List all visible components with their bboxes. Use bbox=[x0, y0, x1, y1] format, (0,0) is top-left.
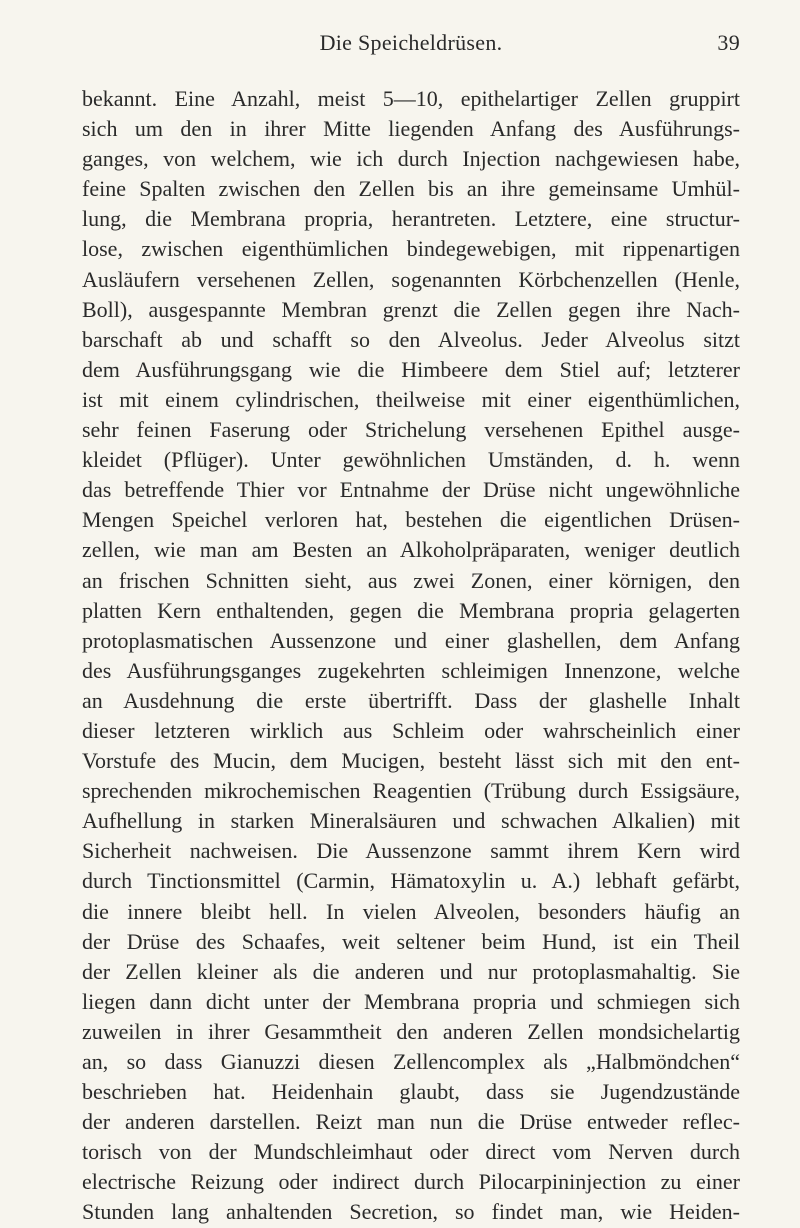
text-line: Sicherheit nachweisen. Die Aussenzone sammt ihrem Kern wird bbox=[82, 838, 740, 864]
text-line: protoplasmatischen Aussenzone und einer glashellen, dem Anfang bbox=[82, 627, 740, 653]
text-line: ist mit einem cylindrischen, theilweise mit einer eigenthümlichen, bbox=[82, 386, 740, 412]
text-line: dem Ausführungsgang wie die Himbeere dem Stiel auf; letzterer bbox=[82, 356, 740, 382]
text-line: platten Kern enthaltenden, gegen die Membrana propria gelagerten bbox=[82, 597, 740, 623]
text-line: der Zellen kleiner als die anderen und nur protoplasmahaltig. Sie bbox=[82, 958, 740, 984]
text-line: Stunden lang anhaltenden Secretion, so findet man, wie Heiden- bbox=[82, 1199, 740, 1225]
text-line: zuweilen in ihrer Gesammtheit den anderen Zellen mondsichelartig bbox=[82, 1018, 740, 1044]
running-head bbox=[82, 30, 740, 70]
text-line: Ausläufern versehenen Zellen, sogenannten Körbchenzellen (Henle, bbox=[82, 266, 740, 292]
page-number: 39 bbox=[717, 30, 740, 55]
text-line: an frischen Schnitten sieht, aus zwei Zonen, einer körnigen, den bbox=[82, 567, 740, 593]
text-line: ganges, von welchem, wie ich durch Injection nachgewiesen habe, bbox=[82, 146, 740, 172]
text-line: an Ausdehnung die erste übertrifft. Dass der glashelle Inhalt bbox=[82, 687, 740, 713]
text-line: Mengen Speichel verloren hat, bestehen die eigentlichen Drüsen- bbox=[82, 507, 740, 533]
text-line: Aufhellung in starken Mineralsäuren und schwachen Alkalien) mit bbox=[82, 808, 740, 834]
text-line: barschaft ab und schafft so den Alveolus. Jeder Alveolus sitzt bbox=[82, 326, 740, 352]
text-line: feine Spalten zwischen den Zellen bis an ihre gemeinsame Umhül- bbox=[82, 176, 740, 202]
text-line: der Drüse des Schaafes, weit seltener beim Hund, ist ein Theil bbox=[82, 928, 740, 954]
text-line: torisch von der Mundschleimhaut oder direct vom Nerven durch bbox=[82, 1139, 740, 1165]
text-line: sprechenden mikrochemischen Reagentien (Trübung durch Essigsäure, bbox=[82, 778, 740, 804]
text-line: Vorstufe des Mucin, dem Mucigen, besteht lässt sich mit den ent- bbox=[82, 748, 740, 774]
text-line: lung, die Membrana propria, herantreten. Letztere, eine structur- bbox=[82, 206, 740, 232]
text-line: die innere bleibt hell. In vielen Alveolen, besonders häufig an bbox=[82, 898, 740, 924]
text-line: bekannt. Eine Anzahl, meist 5—10, epithelartiger Zellen gruppirt bbox=[82, 86, 740, 111]
text-line: das betreffende Thier vor Entnahme der Drüse nicht ungewöhnliche bbox=[82, 477, 740, 503]
running-title: Die Speicheldrüsen. bbox=[319, 30, 503, 55]
text-line: zellen, wie man am Besten an Alkoholpräparaten, weniger deutlich bbox=[82, 537, 740, 563]
text-line: der anderen darstellen. Reizt man nun die Drüse entweder reflec- bbox=[82, 1109, 740, 1135]
text-line: durch Tinctionsmittel (Carmin, Hämatoxylin u. A.) lebhaft gefärbt, bbox=[82, 868, 740, 894]
text-line: dieser letzteren wirklich aus Schleim oder wahrscheinlich einer bbox=[82, 717, 740, 743]
text-line: des Ausführungsganges zugekehrten schleimigen Innenzone, welche bbox=[82, 657, 740, 683]
text-line: electrische Reizung oder indirect durch Pilocarpininjection zu einer bbox=[82, 1169, 740, 1195]
text-line: Boll), ausgespannte Membran grenzt die Zellen gegen ihre Nach- bbox=[82, 296, 740, 322]
text-line: kleidet (Pflüger). Unter gewöhnlichen Umständen, d. h. wenn bbox=[82, 447, 740, 473]
text-line: sehr feinen Faserung oder Strichelung versehenen Epithel ausge- bbox=[82, 417, 740, 443]
text-line: sich um den in ihrer Mitte liegenden Anfang des Ausführungs- bbox=[82, 116, 740, 142]
body-paragraph bbox=[82, 84, 740, 1228]
text-line: beschrieben hat. Heidenhain glaubt, dass sie Jugendzustände bbox=[82, 1079, 740, 1105]
text-line: an, so dass Gianuzzi diesen Zellencomplex als „Halbmöndchen“ bbox=[82, 1049, 740, 1074]
text-line: liegen dann dicht unter der Membrana propria und schmiegen sich bbox=[82, 988, 740, 1014]
text-line: lose, zwischen eigenthümlichen bindegewebigen, mit rippenartigen bbox=[82, 236, 740, 262]
